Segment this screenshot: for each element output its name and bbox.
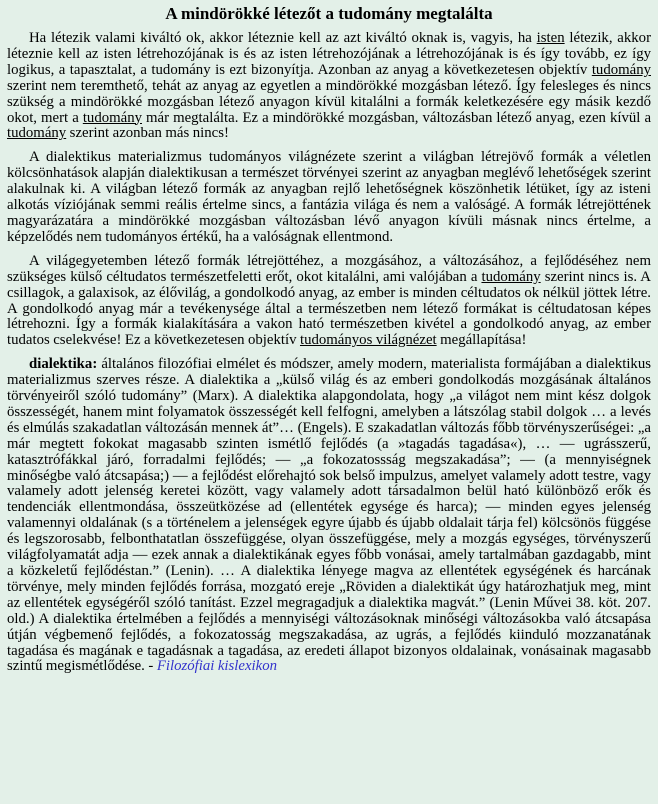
- text-run: szerint azonban más nincs!: [66, 125, 229, 142]
- paragraph: [7, 31, 651, 142]
- text-run: már megtalálta. Ez a mindörökké mozgásban, változásban létező anyag, ezen kívül a: [142, 109, 652, 126]
- text-run: általános filozófiai elmélet és módszer, amely modern, materialista formájában a dialektikus materializmus szerves része. A dialektika a „külső világ és az emberi gondolkodás mozgásának általános törvényeiről szóló tudomány” (Marx). A dialektika alapgondolata, hogy „a világot nem mint kész dolgok összességét, hanem mint folyamatok összességét kell felfogni, amelyben a látszólag stabil dolgok … a levés és elmúlás szakadatlan változásán mennek át”… (Engels). E szakadatlan változás főbb törvényszerűségei: „a már megtett fokokat magasabb szinten ismétlő fejlődés (a »tagadás tagadása«), … — ugrásszerű, katasztrófákkal járó, forradalmi fejlődés; — „a fokozatossság megszakadása”; — (a mennyiségnek minőségbe való átcsapása;) — a fejlődést előrehajtó sok belső impulzus, amelyet valamely adott testre, vagy valamely adott jelenség keretei között, vagy valamely adott társadalmon belül ható különböző erők és tendenciák ellentmondása, összeütközése ad (ellentétek egysége és harca); — minden egyes jelenség valamennyi oldalának (s a történelem a jelenségek egyre újabb és újabb oldalait tárja fel) kölcsönös függése és legszorosabb, felbonthatatlan összefüggése, olyan összefüggése, mely a mozgás egységes, törvényszerű világfolyamatát adja — ezek annak a dialektikának egyes főbb vonásai, amely tartalmában gazdagabb, mint a közkeletű fejlődéstan.” (Lenin). … A dialektika lényege magva az ellentétek egységének és harcának törvénye, mely minden fejlődés forrása, mozgató ereje „Röviden a dialektikát úgy határozhatjuk meg, mint az ellentétek egységéről szóló tanítást. Ezzel megragadjuk a dialektika magvát.” (Lenin Művei 38. köt. 207. old.) A dialektika értelmében a fejlődés a mennyiségi változásoknak minőségi változásokba való átcsapása útján végbemenő fejlődés, a fokozatosság megszakadása, az ugrás, a fejlődés kiinduló mozzanatának tagadása és magának e tagadásnak a tagadása, az eredeti állapot bizonyos oldalainak, vonásainak magasabb szintű megismétlődése. -: [7, 356, 651, 675]
- text-run: létezik, akkor léteznie kell az isten létrehozójának is és az isten létrehozójának a létrehozójának is és így tovább, ez így logikus, a tapasztalat, a tudomány is ezt bizonyítja. Azonban az anyag a következetesen objektív: [7, 30, 651, 78]
- text-run: A világegyetemben létező formák létrejöttéhez, a mozgásához, a változásához, a fejlődéséhez nem szükséges külső céltudatos természetfeletti erőt, okot kitalálni, ami valójában a: [7, 252, 651, 285]
- underlined-term: tudomány: [591, 61, 651, 78]
- text-run: Ha létezik valami kiváltó ok, akkor léteznie kell az azt kiváltó oknak is, vagyis, ha: [29, 30, 537, 46]
- article-body: [7, 31, 651, 675]
- paragraph: [7, 150, 651, 245]
- text-run: szerint nem teremthető, tehát az anyag az egyetlen a mindörökké mozgásban létező. Így felesleges és nincs szükség a mindörökké mozgásban létező anyagon kívül kitalálni a formák keletkezésére egy másik kezdő okot, mert a: [7, 77, 651, 126]
- underlined-term: tudomány: [82, 109, 142, 126]
- underlined-term: tudományos világnézet: [299, 332, 437, 349]
- underlined-term: tudomány: [481, 268, 541, 285]
- paragraph: [7, 357, 651, 675]
- page-title: A mindörökké létezőt a tudomány megtalálta: [165, 4, 493, 23]
- paragraph: [7, 254, 651, 349]
- text-run: megállapítása!: [436, 332, 527, 349]
- source-link[interactable]: Filozófiai kislexikon: [156, 658, 278, 675]
- text-run: szerint nincs is. A csillagok, a galaxisok, az élővilág, a gondolkodó anyag, az ember is minden céltudatos ok nélkül jöttek létre. A gondolkodó anyag már a tevékenysége által a természetben nem létező formákat is céltudatosan képes létrehozni. Így a formák kialakítására a vakon ható természetben kivétel a gondolkodó anyag, az ember tudatos cselekvése! Ez a következetesen objektív: [7, 268, 651, 349]
- text-run: A dialektikus materializmus tudományos világnézete szerint a világban létrejövő formák a véletlen kölcsönhatások alapján dialektikusan a természet törvényei szerint az anyagban meglévő lehetőségek szerint alakulnak ki. A világban létező formák az anyagban rejlő lehetőségnek köszönhetik létüket, így az isteni alkotás víziójának semmi reális értelme sincs, a fantázia világa és nem a valóságé. A formák létrejöttének magyarázatára a mindörökké mozgásban változásban lévő anyagon kívüli másnak nincs értelme, a képzelődés nem tudományos értékű, ha a valóságnak ellentmond.: [7, 149, 651, 245]
- underlined-term: isten: [536, 30, 565, 46]
- bold-term: dialektika:: [29, 356, 98, 373]
- underlined-term: tudomány: [7, 125, 67, 142]
